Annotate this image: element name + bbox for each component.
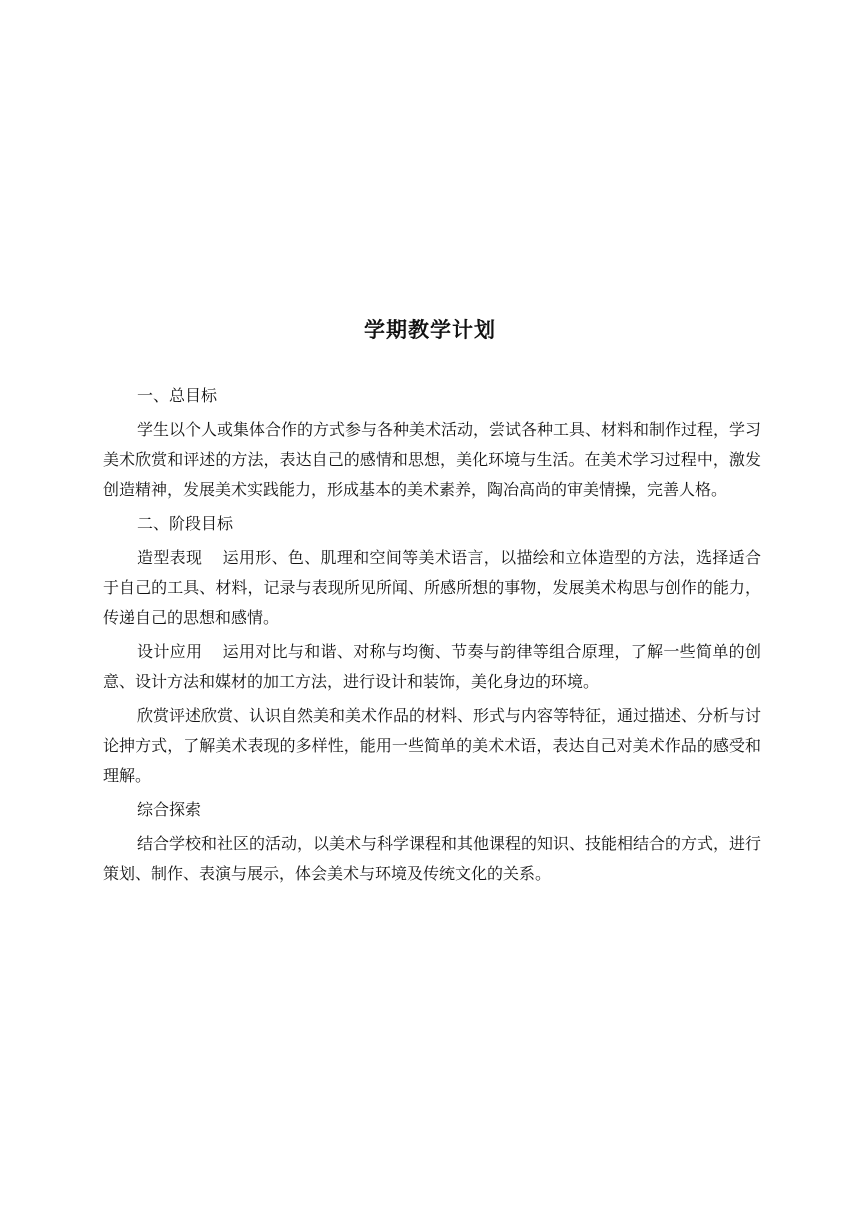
document-title: 学期教学计划	[364, 318, 496, 342]
item-label-modeling: 造型表现	[137, 548, 203, 567]
paragraph-appreciation: 欣赏评述欣赏、认识自然美和美术作品的材料、形式与内容等特征，通过描述、分析与讨论抻方式，了解美术表现的多样性，能用一些简单的美术术语，表达自己对美术作品的感受和理解。	[103, 706, 762, 785]
item-label-design: 设计应用	[137, 642, 203, 661]
paragraph-modeling-expression	[103, 543, 761, 633]
item-text-design: 运用对比与和谐、对称与均衡、节奏与韵律等组合原理，了解一些简单的创意、设计方法和媒材的加工方法，进行设计和装饰，美化身边的环境。	[103, 642, 761, 691]
paragraph-overall-goal: 学生以个人或集体合作的方式参与各种美术活动，尝试各种工具、材料和制作过程，学习美术欣赏和评述的方法，表达自己的感情和思想，美化环境与生活。在美术学习过程中，激发创造精神，发展美术实践能力，形成基本的美术素养，陶冶高尚的审美情操，完善人格。	[103, 420, 762, 499]
paragraph-synthesis: 结合学校和社区的活动，以美术与科学课程和其他课程的知识、技能相结合的方式，进行策划、制作、表演与展示，体会美术与环境及传统文化的关系。	[103, 834, 762, 883]
paragraph-design-application	[103, 637, 761, 697]
section-heading-stage-goals: 二、阶段目标	[137, 514, 234, 533]
section-heading-synthesis: 综合探索	[137, 800, 202, 819]
document-body	[103, 381, 761, 893]
item-text-modeling: 运用形、色、肌理和空间等美术语言，以描绘和立体造型的方法，选择适合于自己的工具、材料，记录与表现所见所闻、所感所想的事物，发展美术构思与创作的能力，传递自己的思想和感情。	[103, 548, 761, 627]
section-heading-overall-goal: 一、总目标	[137, 386, 218, 405]
